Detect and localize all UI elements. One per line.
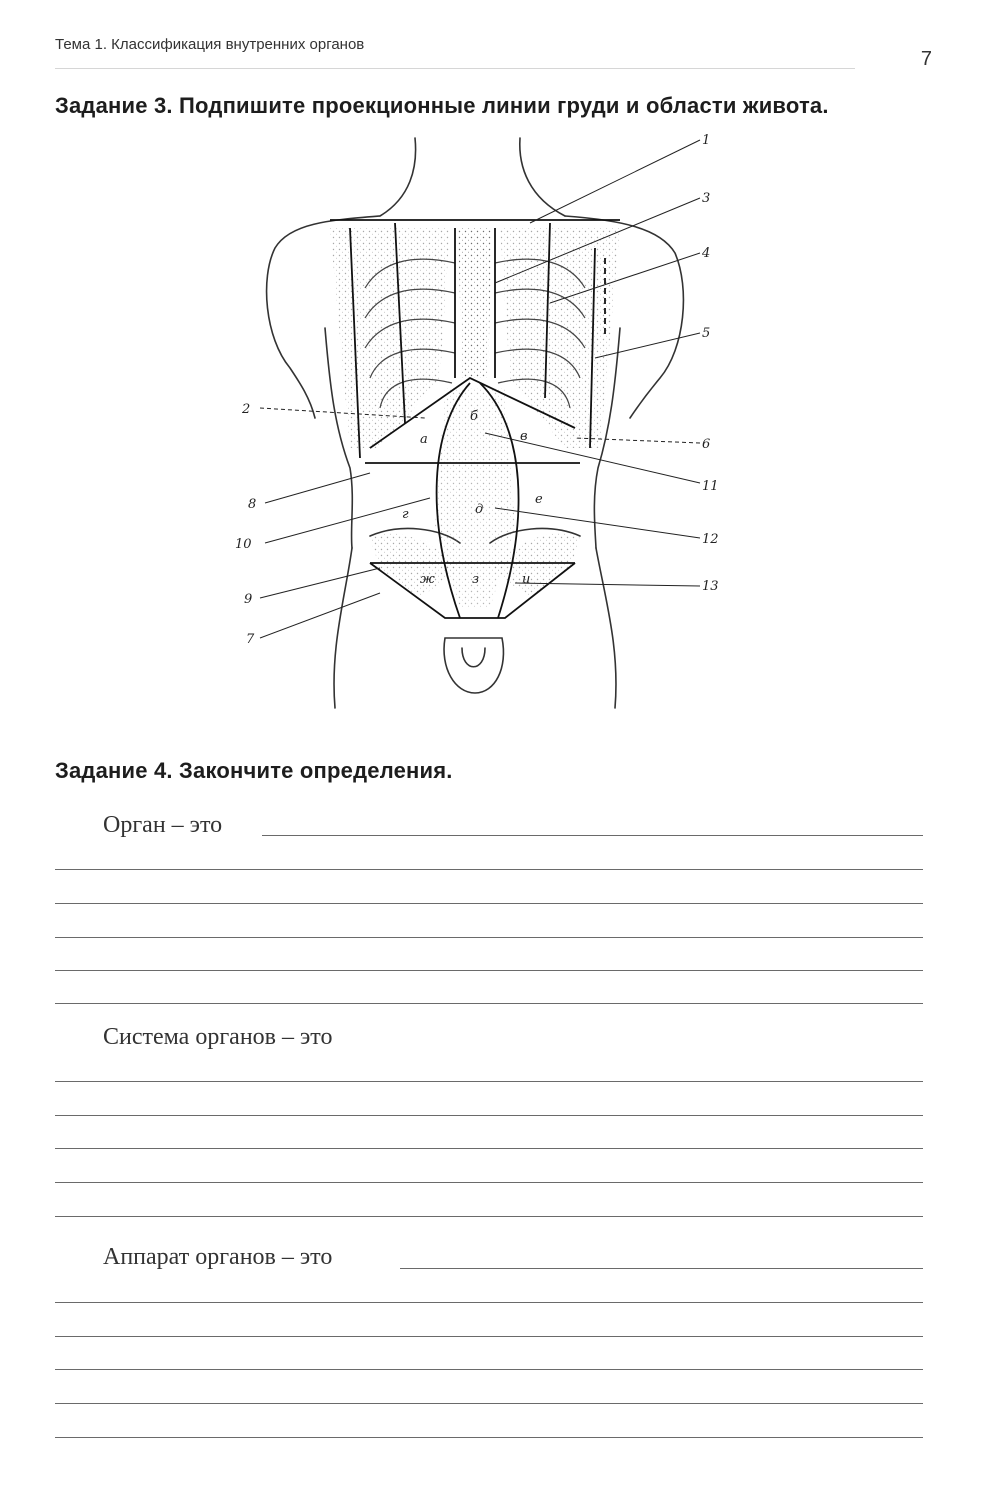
definition-label-organ-system: Система органов – это — [103, 1024, 333, 1050]
task-3-title: Задание 3. Подпишите проекционные линии груди и области живота. — [55, 93, 829, 118]
header-divider — [55, 68, 855, 69]
label-9: 9 — [244, 592, 253, 607]
answer-line[interactable] — [55, 1302, 923, 1303]
answer-line[interactable] — [55, 1216, 923, 1217]
label-10: 10 — [235, 537, 252, 552]
letter-e: е — [535, 492, 543, 507]
answer-line[interactable] — [55, 1148, 923, 1149]
task-4-title: Задание 4. Закончите определения. — [55, 758, 453, 783]
label-11: 11 — [702, 479, 719, 494]
left-hip-outline — [334, 548, 352, 708]
letter-z: з — [472, 572, 480, 587]
label-1: 1 — [702, 133, 711, 148]
letter-v: в — [520, 429, 528, 444]
label-3: 3 — [702, 191, 711, 206]
answer-line[interactable] — [55, 903, 923, 904]
letter-g: г — [402, 507, 409, 522]
neck-outline — [380, 138, 416, 216]
answer-line[interactable] — [55, 937, 923, 938]
answer-line[interactable] — [55, 1336, 923, 1337]
label-7: 7 — [246, 632, 255, 647]
answer-line[interactable] — [262, 835, 923, 836]
label-13: 13 — [702, 579, 719, 594]
letter-b: б — [470, 409, 478, 424]
right-hip-outline — [596, 548, 616, 708]
page-number: 7 — [920, 48, 932, 70]
label-5: 5 — [702, 326, 711, 341]
answer-line[interactable] — [55, 1081, 923, 1082]
torso-projection-lines-figure — [230, 128, 730, 728]
label-12: 12 — [702, 532, 719, 547]
label-6: 6 — [702, 437, 711, 452]
letter-d: д — [475, 502, 484, 517]
answer-line[interactable] — [55, 1403, 923, 1404]
letter-zh: ж — [420, 572, 435, 587]
definition-label-organ: Орган – это — [103, 812, 223, 838]
answer-line[interactable] — [55, 869, 923, 870]
label-8: 8 — [248, 497, 257, 512]
genital-outline — [444, 638, 503, 693]
letter-a: а — [420, 432, 428, 447]
sternum-shading — [458, 228, 492, 378]
answer-line[interactable] — [400, 1268, 923, 1269]
label-2: 2 — [242, 402, 251, 417]
neck-outline-right — [520, 138, 565, 216]
answer-line[interactable] — [55, 1182, 923, 1183]
answer-line[interactable] — [55, 970, 923, 971]
letter-i: и — [522, 572, 531, 587]
answer-line[interactable] — [55, 1003, 923, 1004]
left-ribcage-shading — [330, 228, 450, 448]
answer-line[interactable] — [55, 1115, 923, 1116]
running-title: Тема 1. Классификация внутренних органов — [55, 36, 365, 53]
right-ribcage-shading — [500, 228, 620, 448]
label-4: 4 — [702, 246, 711, 261]
answer-line[interactable] — [55, 1369, 923, 1370]
definition-label-organ-apparatus: Аппарат органов – это — [103, 1244, 333, 1270]
answer-line[interactable] — [55, 1437, 923, 1438]
